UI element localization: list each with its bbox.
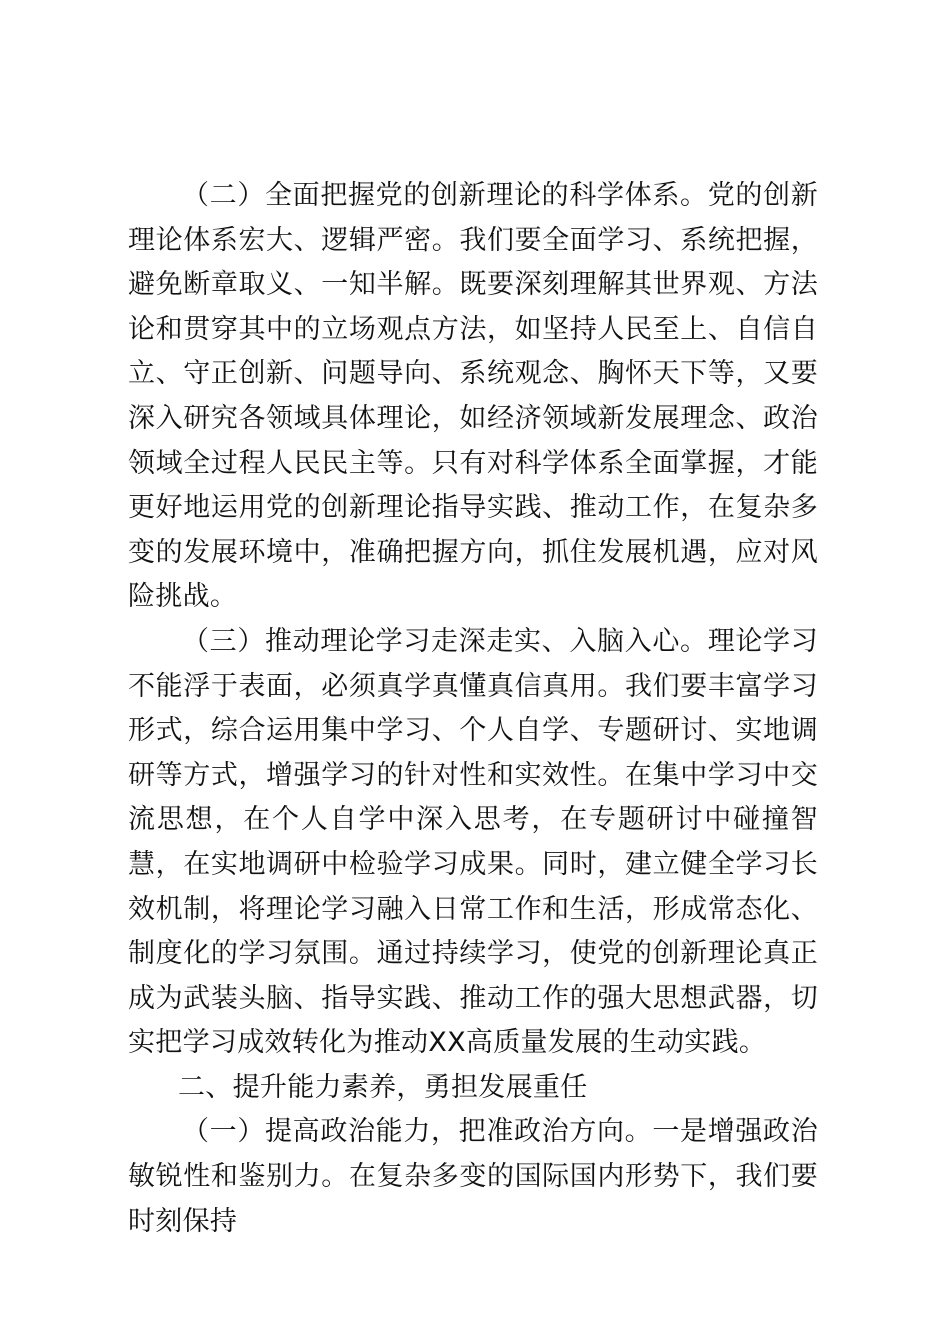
document-body xyxy=(128,174,818,1244)
section-heading: 二、提升能力素养，勇担发展重任 xyxy=(178,1071,588,1103)
paragraph-1-political-ability: （一）提高政治能力，把准政治方向。一是增强政治敏锐性和鉴别力。在复杂多变的国际国内形势下，我们要时刻保持 xyxy=(128,1116,818,1237)
paragraph-3-deepen-study: （三）推动理论学习走深走实、入脑入心。理论学习不能浮于表面，必须真学真懂真信真用。我们要丰富学习形式，综合运用集中学习、个人自学、专题研讨、实地调研等方式，增强学习的针对性和实效性。在集中学习中交流思想，在个人自学中深入思考，在专题研讨中碰撞智慧，在实地调研中检验学习成果。同时，建立健全学习长效机制，将理论学习融入日常工作和生活，形成常态化、制度化的学习氛围。通过持续学习，使党的创新理论真正成为武装头脑、指导实践、推动工作的强大思想武器，切实把学习成效转化为推动XX高质量发展的生动实践。 xyxy=(128,625,818,1059)
paragraph-2-comprehensive-grasp: （二）全面把握党的创新理论的科学体系。党的创新理论体系宏大、逻辑严密。我们要全面学习、系统把握，避免断章取义、一知半解。既要深刻理解其世界观、方法论和贯穿其中的立场观点方法，如坚持人民至上、自信自立、守正创新、问题导向、系统观念、胸怀天下等，又要深入研究各领域具体理论，如经济领域新发展理念、政治领域全过程人民民主等。只有对科学体系全面掌握，才能更好地运用党的创新理论指导实践、推动工作，在复杂多变的发展环境中，准确把握方向，抓住发展机遇，应对风险挑战。 xyxy=(128,180,818,613)
